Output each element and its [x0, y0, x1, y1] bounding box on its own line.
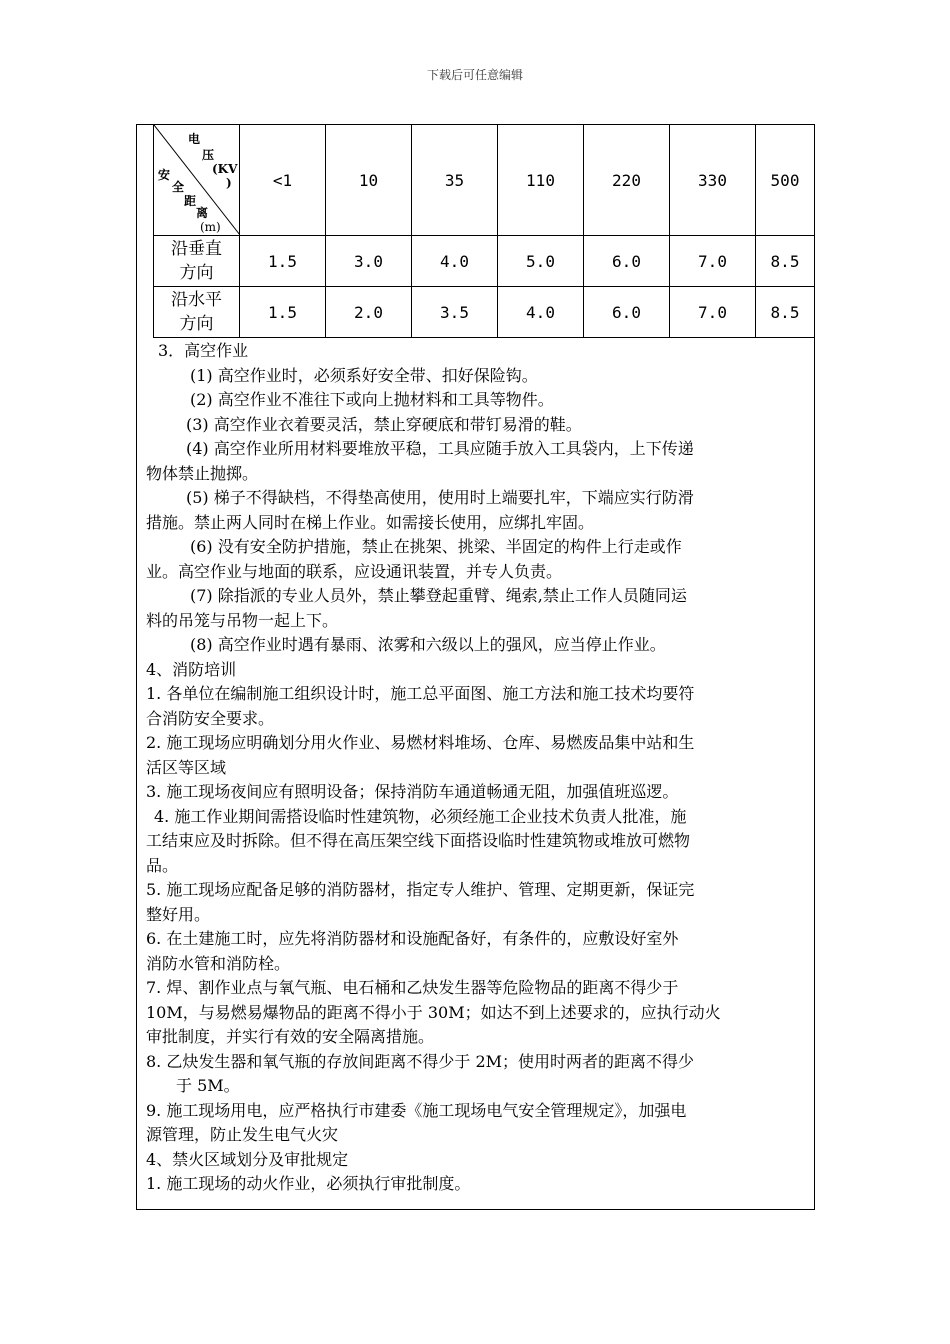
paragraph-line: (1) 高空作业时，必须系好安全带、扣好保险钩。 — [190, 365, 538, 385]
distance-label-1: 安 — [158, 168, 171, 182]
voltage-column-header: 35 — [412, 125, 498, 236]
distance-cell: 8.5 — [756, 287, 815, 338]
row-label-line: 方向 — [179, 263, 214, 283]
page-header: 下载后可任意编辑 — [426, 68, 523, 82]
section-heading: 4、禁火区域划分及审批规定 — [146, 1149, 349, 1169]
paragraph-line: 合消防安全要求。 — [146, 708, 275, 728]
voltage-column-header: <1 — [240, 125, 326, 236]
paragraph-line: 9. 施工现场用电，应严格执行市建委《施工现场电气安全管理规定》，加强电 — [146, 1100, 687, 1120]
paragraph-line: (6) 没有安全防护措施，禁止在挑架、挑梁、半固定的构件上行走或作 — [190, 537, 682, 556]
paragraph-line: (5) 梯子不得缺档，不得垫高使用，使用时上端要扎牢，下端应实行防滑 — [186, 488, 694, 507]
section-heading: 3．高空作业 — [158, 341, 249, 360]
distance-cell: 4.0 — [498, 287, 584, 338]
diagonal-header-cell — [154, 125, 240, 236]
distance-cell: 1.5 — [240, 236, 326, 287]
voltage-column-header: 220 — [584, 125, 670, 236]
distance-cell: 2.0 — [326, 287, 412, 338]
paragraph-line: (3) 高空作业衣着要灵活，禁止穿硬底和带钉易滑的鞋。 — [186, 414, 582, 434]
paragraph-line: 于 5M。 — [176, 1076, 240, 1095]
paragraph-line: 3. 施工现场夜间应有照明设备；保持消防车通道畅通无阻，加强值班巡逻。 — [146, 782, 679, 801]
distance-cell: 6.0 — [584, 236, 670, 287]
paragraph-line: (2) 高空作业不准往下或向上抛材料和工具等物件。 — [190, 390, 554, 409]
table-row-horizontal — [154, 287, 815, 338]
paragraph-line: 4. 施工作业期间需搭设临时性建筑物，必须经施工企业技术负责人批准，施 — [154, 806, 687, 826]
voltage-label-2: 压 — [202, 148, 215, 162]
distance-label-4: 离 — [196, 206, 209, 220]
row-label-line: 沿水平 — [171, 290, 222, 310]
paragraph-line: (4) 高空作业所用材料要堆放平稳，工具应随手放入工具袋内，上下传递 — [186, 439, 694, 458]
distance-label-3: 距 — [184, 194, 197, 208]
paragraph-line: 措施。禁止两人同时在梯上作业。如需接长使用，应绑扎牢固。 — [146, 512, 595, 532]
paragraph-line: 6. 在土建施工时，应先将消防器材和设施配备好，有条件的，应敷设好室外 — [146, 929, 679, 948]
distance-cell: 5.0 — [498, 236, 584, 287]
paragraph-line: 源管理，防止发生电气火灾 — [146, 1125, 339, 1144]
paragraph-line: 2. 施工现场应明确划分用火作业、易燃材料堆场、仓库、易燃废品集中站和生 — [146, 733, 695, 752]
voltage-column-header: 500 — [756, 125, 815, 236]
paragraph-line: (7) 除指派的专业人员外，禁止攀登起重臂、绳索,禁止工作人员随同运 — [190, 586, 687, 605]
table-row-vertical — [154, 236, 815, 287]
row-label-line: 方向 — [179, 314, 214, 334]
document-body — [146, 339, 811, 1197]
voltage-label-4: ) — [226, 176, 232, 190]
paragraph-line: 7. 焊、割作业点与氧气瓶、电石桶和乙炔发生器等危险物品的距离不得少于 — [146, 978, 679, 997]
distance-cell: 4.0 — [412, 236, 498, 287]
paragraph-line: 品。 — [146, 855, 179, 875]
paragraph-line: 8. 乙炔发生器和氧气瓶的存放间距离不得少于 2M；使用时两者的距离不得少 — [146, 1051, 695, 1071]
distance-label-2: 全 — [172, 180, 185, 194]
paragraph-line: 料的吊笼与吊物一起上下。 — [146, 610, 339, 630]
voltage-column-header: 330 — [670, 125, 756, 236]
distance-cell: 3.0 — [326, 236, 412, 287]
voltage-label-1: 电 — [188, 132, 201, 146]
paragraph-line: 活区等区域 — [146, 757, 227, 777]
paragraph-line: (8) 高空作业时遇有暴雨、浓雾和六级以上的强风，应当停止作业。 — [190, 635, 666, 654]
distance-cell: 8.5 — [756, 236, 815, 287]
voltage-label-3: (KV — [212, 162, 238, 176]
distance-cell: 6.0 — [584, 287, 670, 338]
section-heading: 4、消防培训 — [146, 659, 237, 679]
paragraph-line: 审批制度，并实行有效的安全隔离措施。 — [146, 1027, 435, 1046]
paragraph-line: 1. 施工现场的动火作业，必须执行审批制度。 — [146, 1174, 471, 1193]
paragraph-line: 5. 施工现场应配备足够的消防器材，指定专人维护、管理、定期更新，保证完 — [146, 880, 695, 899]
paragraph-line: 整好用。 — [146, 904, 211, 924]
safety-distance-table — [153, 124, 815, 338]
voltage-column-header: 110 — [498, 125, 584, 236]
paragraph-line: 10M，与易燃易爆物品的距离不得小于 30M；如达不到上述要求的，应执行动火 — [146, 1002, 721, 1022]
table-header-row — [154, 125, 815, 236]
distance-cell: 7.0 — [670, 287, 756, 338]
distance-unit-label: (m) — [200, 220, 221, 234]
paragraph-line: 物体禁止抛掷。 — [146, 463, 259, 483]
paragraph-line: 工结束应及时拆除。但不得在高压架空线下面搭设临时性建筑物或堆放可燃物 — [146, 831, 691, 850]
row-label-line: 沿垂直 — [171, 239, 222, 259]
distance-cell: 3.5 — [412, 287, 498, 338]
distance-cell: 7.0 — [670, 236, 756, 287]
row-label-horizontal — [154, 287, 240, 338]
voltage-column-header: 10 — [326, 125, 412, 236]
paragraph-line: 消防水管和消防栓。 — [146, 953, 291, 973]
row-label-vertical — [154, 236, 240, 287]
distance-cell: 1.5 — [240, 287, 326, 338]
paragraph-line: 业。高空作业与地面的联系，应设通讯装置，并专人负责。 — [146, 561, 563, 581]
paragraph-line: 1. 各单位在编制施工组织设计时，施工总平面图、施工方法和施工技术均要符 — [146, 684, 695, 703]
